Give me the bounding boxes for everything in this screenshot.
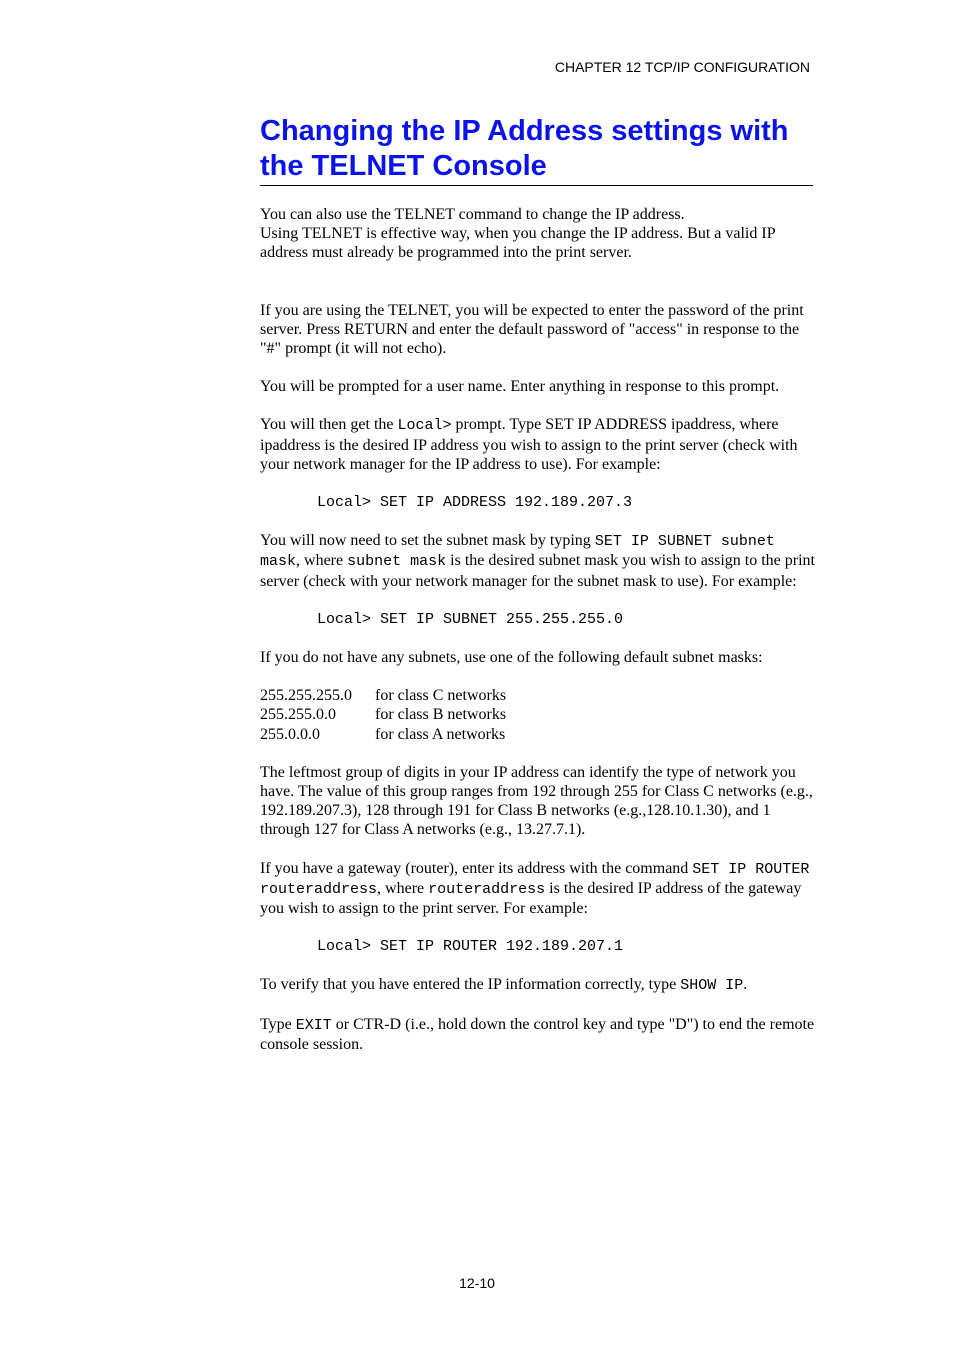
table-row [260, 686, 506, 705]
text-run: prompt. Type SET IP ADDRESS ipaddress, where ipaddress is the desired IP address you wish to assign to the print server (check with your network manager for the IP address to use). For example: [260, 416, 798, 473]
page-number: 12-10 [459, 1275, 495, 1291]
mask-value: 255.255.255.0 [260, 687, 352, 705]
command-example-address: Local> SET IP ADDRESS 192.189.207.3 [317, 494, 633, 512]
inline-code: SET IP SUBNET subnet mask [260, 533, 775, 571]
command-example-router: Local> SET IP ROUTER 192.189.207.1 [317, 938, 624, 956]
text-run: or CTR-D (i.e., hold down the control key and type "D") to end the remote console session. [260, 1015, 815, 1053]
password-paragraph: If you are using the TELNET, you will be expected to enter the password of the print server. Press RETURN and enter the default password of "access" in response to the "#" prompt (it will not echo). [260, 301, 804, 358]
mask-description: for class C networks [375, 687, 507, 705]
table-row [260, 725, 506, 744]
intro-line-2: Using TELNET is effective way, when you change the IP address. But a valid IP address must already be programmed into the print server. [260, 225, 775, 262]
inline-code: routeraddress [428, 880, 546, 898]
command-example-subnet: Local> SET IP SUBNET 255.255.255.0 [317, 610, 624, 628]
text-run: You will now need to set the subnet mask by typing [260, 532, 595, 550]
chapter-header: CHAPTER 12 TCP/IP CONFIGURATION [554, 59, 810, 75]
inline-code: EXIT [295, 1016, 332, 1034]
title-line-1: Changing the IP Address settings with [260, 115, 789, 147]
inline-code: SET IP ROUTER routeraddress [260, 860, 810, 898]
username-paragraph: You will be prompted for a user name. Enter anything in response to this prompt. [260, 378, 780, 396]
text-run: If you have a gateway (router), enter its address with the command [260, 859, 693, 877]
leftmost-digits-paragraph: The leftmost group of digits in your IP address can identify the type of network you have. The value of this group ranges from 192 through 255 for Class C networks (e.g., 192.189.207.3), 128 through 191 for Class B networks (e.g.,128.10.1.30), and 1 through 127 for Class A networks (e.g., 13.27.7.1). [260, 763, 813, 839]
table-row [260, 705, 506, 724]
mask-description: for class B networks [375, 706, 507, 724]
inline-code: subnet mask [347, 553, 447, 571]
text-run: To verify that you have entered the IP information correctly, type [260, 976, 681, 994]
page-title [260, 114, 813, 186]
text-run: . [743, 976, 748, 994]
text-run: , where [377, 879, 429, 897]
document-body [260, 205, 815, 1073]
gateway-paragraph [260, 859, 815, 919]
intro-line-1: You can also use the TELNET command to change the IP address. [260, 206, 685, 223]
intro-paragraph [260, 205, 815, 263]
verify-paragraph [260, 975, 815, 995]
inline-code: SHOW IP [680, 977, 744, 995]
subnet-paragraph [260, 531, 815, 591]
text-run: , where [296, 552, 348, 570]
mask-description: for class A networks [375, 725, 506, 743]
mask-value: 255.0.0.0 [260, 725, 320, 743]
default-masks-table [260, 686, 506, 744]
text-run: Type [260, 1015, 296, 1033]
mask-value: 255.255.0.0 [260, 706, 336, 724]
exit-paragraph [260, 1015, 815, 1054]
title-line-2: the TELNET Console [260, 150, 547, 182]
inline-code: Local> [397, 417, 452, 435]
text-run: is the desired subnet mask you wish to assign to the print server (check with your network manager for the subnet mask to use). For example: [260, 552, 815, 590]
local-prompt-paragraph [260, 415, 815, 474]
text-run: is the desired IP address of the gateway you wish to assign to the print server. For example: [260, 879, 802, 918]
text-run: You will then get the [260, 416, 398, 434]
default-masks-paragraph: If you do not have any subnets, use one of the following default subnet masks: [260, 649, 763, 667]
